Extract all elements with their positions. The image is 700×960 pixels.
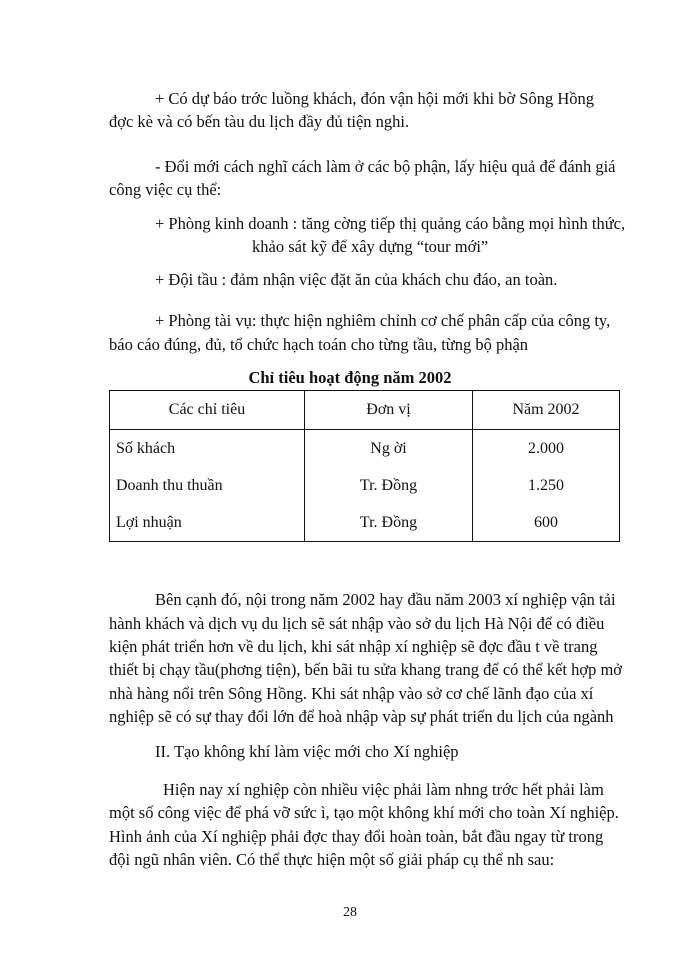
table-cell: Tr. Đồng xyxy=(305,467,473,504)
table-cell: 1.250 xyxy=(473,467,620,504)
table-row xyxy=(110,467,620,504)
column-header: Đơn vị xyxy=(305,391,473,430)
table-row xyxy=(110,504,620,542)
text-line: kiện phát triển hơn về du lịch, khi sát nhập xí nghiệp sẽ đợc đầu t về trang xyxy=(109,637,598,656)
text-line: Bên cạnh đó, nội trong năm 2002 hay đầu năm 2003 xí nghiệp vận tải xyxy=(155,590,616,609)
text-line: thiết bị chạy tầu(phơng tiện), bến bãi tu sửa khang trang để có thể kết hợp mở xyxy=(109,660,623,679)
text-line: hành khách và dịch vụ du lịch sẽ sát nhập vào sở du lịch Hà Nội để có điều xyxy=(109,614,605,633)
text-line: nghiệp sẽ có sự thay đổi lớn để hoà nhập vàp sự phát triển du lịch của ngành xyxy=(109,707,614,726)
table-title: Chỉ tiêu hoạt động năm 2002 xyxy=(248,368,452,387)
table-cell: Số khách xyxy=(110,430,305,468)
text-line: nhà hàng nổi trên Sông Hồng. Khi sát nhập vào sở cơ chế lãnh đạo của xí xyxy=(109,684,594,703)
table-cell: 2.000 xyxy=(473,430,620,468)
column-header: Năm 2002 xyxy=(473,391,620,430)
text-line: công việc cụ thể: xyxy=(109,180,222,199)
text-line: - Đổi mới cách nghĩ cách làm ở các bộ phận, lấy hiệu quả để đánh giá xyxy=(155,157,616,176)
text-line: báo cáo đúng, đủ, tổ chức hạch toán cho từng tầu, từng bộ phận xyxy=(109,335,529,354)
text-line: Hiện nay xí nghiệp còn nhiều việc phải làm nhng trớc hết phải làm xyxy=(163,780,604,799)
text-line: + Phòng tài vụ: thực hiện nghiêm chỉnh cơ chế phân cấp của công ty, xyxy=(155,311,611,330)
page-number: 28 xyxy=(343,905,357,920)
table-cell: Doanh thu thuần xyxy=(110,467,305,504)
table-cell: Tr. Đồng xyxy=(305,504,473,542)
text-line: khảo sát kỹ để xây dựng “tour mới” xyxy=(252,237,489,256)
stats-table xyxy=(109,390,620,542)
column-header: Các chỉ tiêu xyxy=(110,391,305,430)
table-cell: Ng ời xyxy=(305,430,473,468)
section-heading: II. Tạo không khí làm việc mới cho Xí nghiệp xyxy=(155,742,459,761)
text-line: đợc kè và có bến tàu du lịch đầy đủ tiện nghi. xyxy=(109,112,410,131)
table-cell: Lợi nhuận xyxy=(110,504,305,542)
text-line: + Phòng kinh doanh : tăng cờng tiếp thị quảng cáo bằng mọi hình thức, xyxy=(155,214,626,233)
text-line: Hình ảnh của Xí nghiệp phải đợc thay đổi hoàn toàn, bắt đầu ngay từ trong xyxy=(109,827,604,846)
table-header-row xyxy=(110,391,620,430)
text-line: + Có dự báo trớc luồng khách, đón vận hội mới khi bờ Sông Hồng xyxy=(155,89,595,108)
text-line: + Đội tầu : đảm nhận việc đặt ăn của khách chu đáo, an toàn. xyxy=(155,270,558,289)
table-cell: 600 xyxy=(473,504,620,542)
table-row xyxy=(110,430,620,468)
text-line: đội ngũ nhân viên. Có thể thực hiện một số giải pháp cụ thể nh sau: xyxy=(109,850,555,869)
text-line: một số công việc để phá vỡ sức ì, tạo một không khí mới cho toàn Xí nghiệp. xyxy=(109,803,619,822)
